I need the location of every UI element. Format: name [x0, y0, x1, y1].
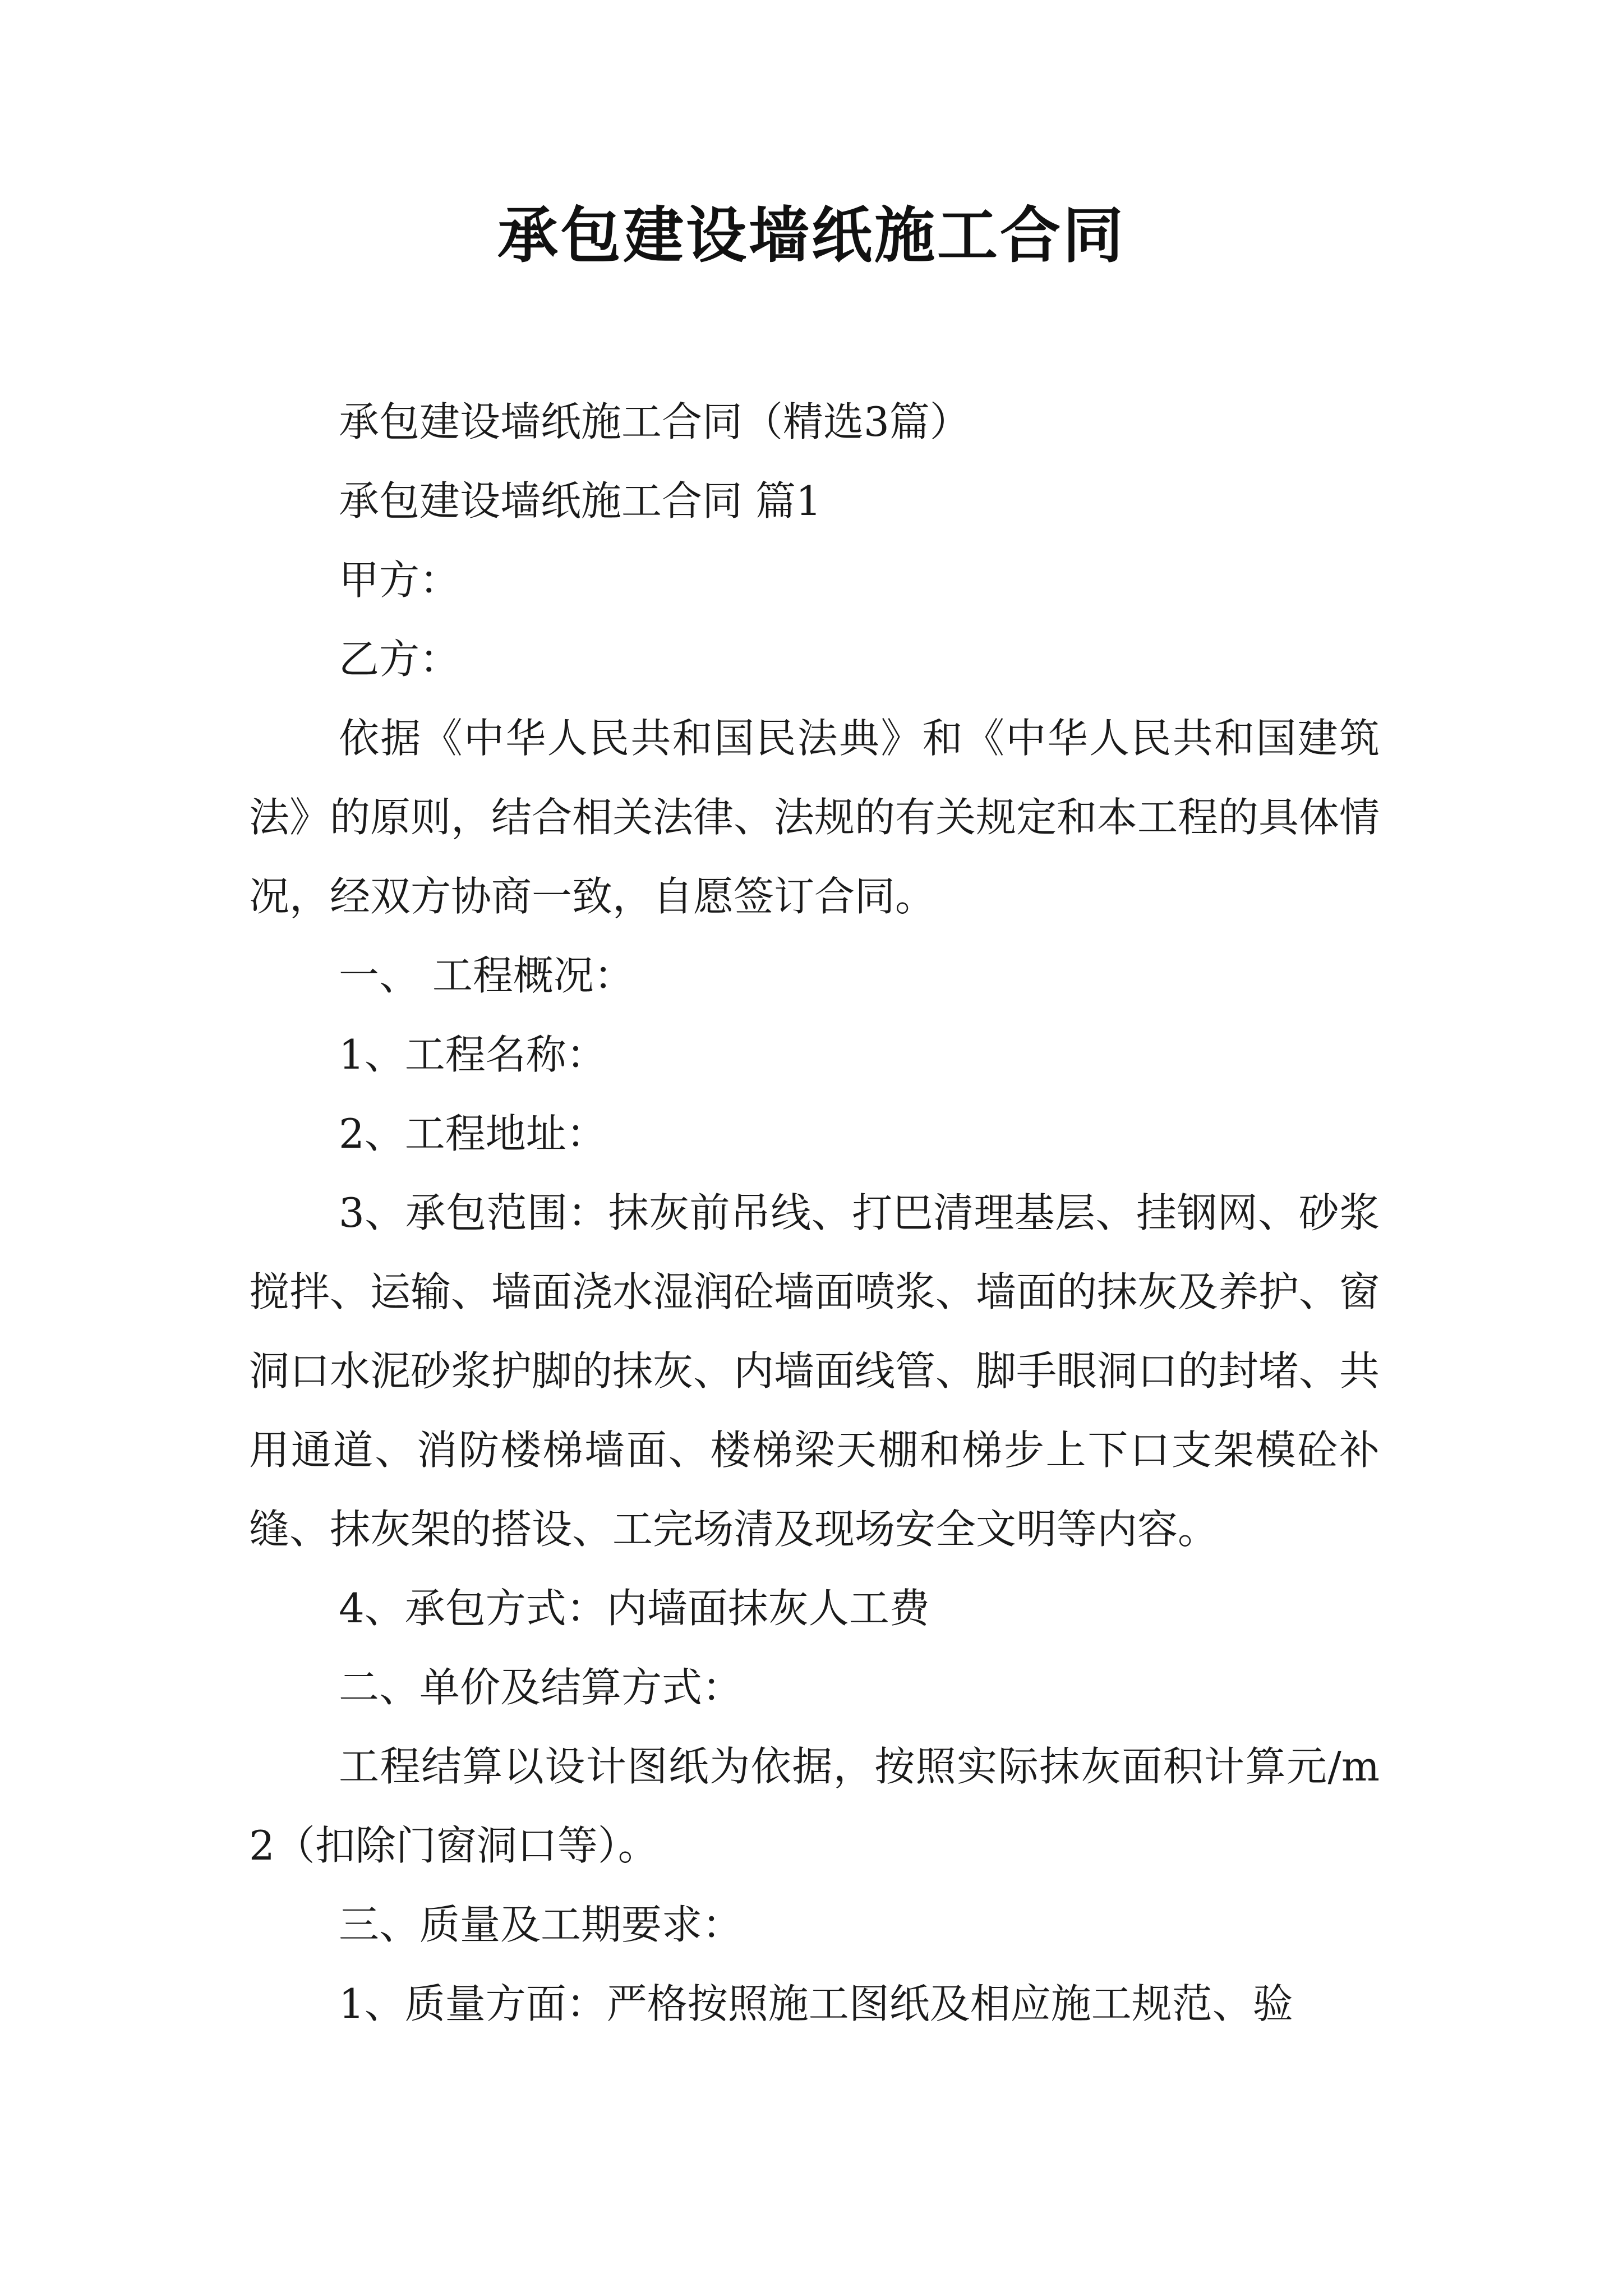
paragraph-quality-schedule: 三、质量及工期要求：: [339, 1901, 743, 1948]
paragraph-project-name: 1、工程名称：: [339, 1031, 607, 1078]
document-title: 承包建设墙纸施工合同: [497, 200, 1126, 271]
paragraph-party-b: 乙方：: [339, 636, 460, 683]
paragraph-section-heading: 承包建设墙纸施工合同 篇1: [339, 477, 822, 524]
paragraph-quality-terms: 1、质量方面：严格按照施工图纸及相应施工规范、验: [339, 1980, 1293, 2027]
paragraph-preamble: 依据《中华人民共和国民法典》和《中华人民共和国建筑法》的原则，结合相关法律、法规的有关规定和本工程的具体情况，经双方协商一致，自愿签订合同。: [249, 715, 1380, 920]
paragraph-price-settlement: 二、单价及结算方式：: [339, 1664, 743, 1711]
paragraph-project-address: 2、工程地址：: [339, 1110, 607, 1157]
document-body: [249, 383, 1380, 2044]
paragraph-party-a: 甲方：: [339, 556, 460, 604]
paragraph-subtitle: 承包建设墙纸施工合同（精选3篇）: [339, 398, 970, 445]
paragraph-contract-method: 4、承包方式：内墙面抹灰人工费: [339, 1585, 930, 1632]
paragraph-contract-scope: 3、承包范围：抹灰前吊线、打巴清理基层、挂钢网、砂浆搅拌、运输、墙面浇水湿润砼墙面喷浆、墙面的抹灰及养护、窗洞口水泥砂浆护脚的抹灰、内墙面线管、脚手眼洞口的封堵、共用通道、消防楼梯墙面、楼梯梁天棚和梯步上下口支架模砼补缝、抹灰架的搭设、工完场清及现场安全文明等内容。: [249, 1189, 1380, 1553]
paragraph-settlement-basis: 工程结算以设计图纸为依据，按照实际抹灰面积计算元/m2（扣除门窗洞口等）。: [249, 1743, 1380, 1869]
paragraph-project-overview: 一、 工程概况：: [339, 952, 634, 999]
